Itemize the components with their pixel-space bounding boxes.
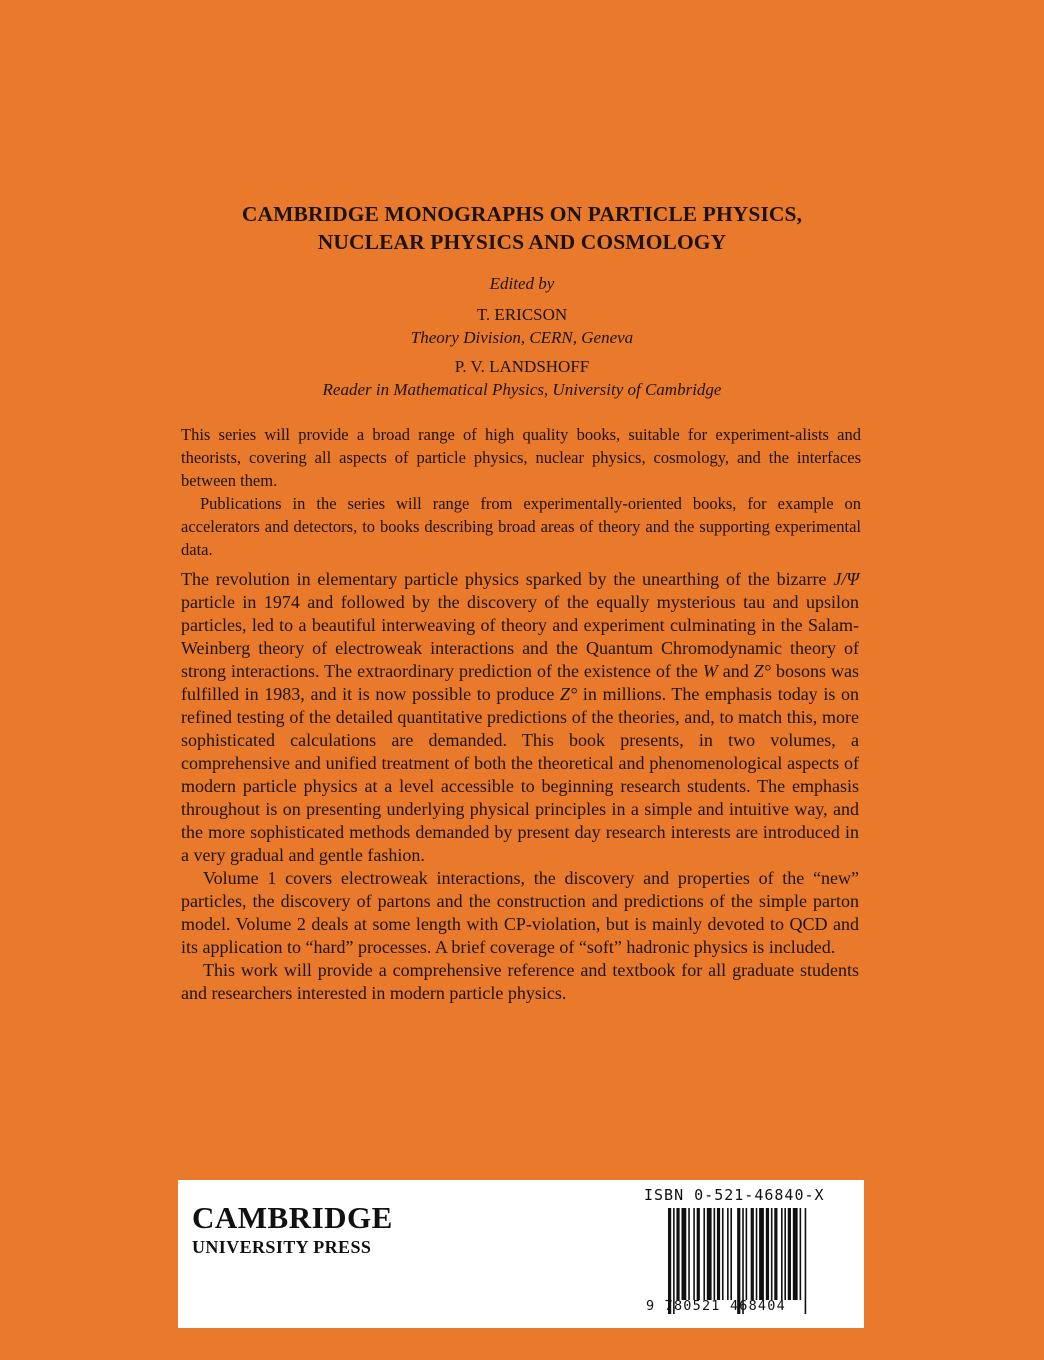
barcode-bar (800, 1208, 802, 1300)
book-description (181, 568, 859, 1005)
barcode-bar (756, 1208, 758, 1300)
text-run: in millions. The emphasis today is on refined testing of the detailed quantitative predictions of the theories, and, to match this, more sophisticated calculations are demanded. This book presents, in two volumes, a comprehensive and unified treatment of both the theoretical and phenomenological aspects of modern particle physics at a level accessible to beginning research students. The emphasis throughout is on presenting underlying physical principles in a simple and intuitive way, and the more sophisticated methods demanded by present day research interests are introduced in a very gradual and gentle fashion. (181, 684, 860, 865)
barcode-bar (717, 1208, 720, 1300)
isbn-label: ISBN 0-521-46840-X (644, 1186, 825, 1204)
barcode-bar (693, 1208, 695, 1300)
barcode-bar (681, 1208, 686, 1300)
barcode-bar (774, 1208, 777, 1300)
editor-2 (0, 355, 1044, 401)
editor-name: T. ERICSON (476, 305, 568, 324)
barcode-number: 9 780521 468404 (646, 1298, 786, 1314)
book-description-paragraph-1 (181, 568, 859, 867)
editor-affiliation: Theory Division, CERN, Geneva (410, 328, 634, 347)
publisher-footer (178, 1180, 864, 1328)
barcode-bar (751, 1208, 754, 1300)
text-run: bosons was fulfilled in 1983, and it is now possible to produce (181, 661, 859, 704)
series-description-paragraph: Publications in the series will range from experimentally-oriented books, for example on accelerators and detectors, to books describing broad areas of theory and the supporting experimental data. (181, 494, 861, 559)
text-run: The revolution in elementary particle physics sparked by the unearthing of the bizarre (181, 569, 834, 589)
barcode-bar (781, 1208, 783, 1300)
barcode-bar (766, 1208, 769, 1300)
barcode-bar (703, 1208, 705, 1300)
barcode-bar (722, 1208, 724, 1300)
series-title-line-2: NUCLEAR PHYSICS AND COSMOLOGY (317, 230, 727, 254)
barcode-bar (759, 1208, 764, 1300)
barcode-bar (727, 1208, 729, 1300)
text-run: and (717, 661, 754, 681)
barcode-bar (676, 1208, 679, 1300)
barcode-bar (771, 1208, 773, 1300)
barcode-bar (793, 1208, 798, 1300)
edited-by-label: Edited by (489, 274, 555, 293)
barcode-bar (697, 1208, 700, 1300)
book-description-paragraph-2: Volume 1 covers electroweak interactions, the discovery and properties of the “new” particles, the discovery of partons and the construction and predictions of the simple parton model. Volume 2 deals at some length with CP-violation, but is mainly devoted to QCD and its application to “hard” processes. A brief coverage of “soft” hadronic physics is included. (181, 868, 859, 957)
series-description (181, 423, 861, 561)
barcode-bar (714, 1208, 716, 1300)
barcode-bar (788, 1208, 791, 1300)
editor-name: P. V. LANDSHOFF (454, 357, 590, 376)
editor-1 (0, 303, 1044, 349)
series-title (0, 200, 1044, 256)
cambridge-logo (192, 1202, 393, 1258)
z-boson-symbol: Z° (560, 684, 578, 704)
editors-block (0, 272, 1044, 401)
barcode-bar (707, 1208, 712, 1300)
text-run: particle in 1974 and followed by the discovery of the equally mysterious tau and upsilon particles, led to a beautiful interweaving of theory and experiment culminating in the Salam-Weinberg theory of electroweak interactions and the Quantum Chromodynamic theory of strong interactions. The extraordinary prediction of the existence of the (181, 592, 859, 681)
book-description-paragraph-3: This work will provide a comprehensive reference and textbook for all graduate students and researchers interested in modern particle physics. (181, 960, 859, 1003)
series-title-line-1: CAMBRIDGE MONOGRAPHS ON PARTICLE PHYSICS, (241, 202, 803, 226)
barcode-bar (688, 1208, 690, 1300)
series-description-paragraph: This series will provide a broad range of high quality books, suitable for experiment-alists and theorists, covering all aspects of particle physics, nuclear physics, cosmology, and the interfaces between them. (181, 425, 861, 490)
w-boson-symbol: W (702, 661, 718, 681)
z-boson-symbol: Z° (753, 661, 772, 681)
barcode-bar (784, 1208, 786, 1300)
barcode-bar (746, 1208, 748, 1300)
logo-main-text: CAMBRIDGE (192, 1200, 393, 1235)
logo-sub-text: UNIVERSITY PRESS (192, 1237, 372, 1257)
editor-affiliation: Reader in Mathematical Physics, University of Cambridge (322, 380, 722, 399)
jpsi-symbol: J/Ψ (833, 569, 859, 589)
barcode-bar (730, 1208, 732, 1300)
